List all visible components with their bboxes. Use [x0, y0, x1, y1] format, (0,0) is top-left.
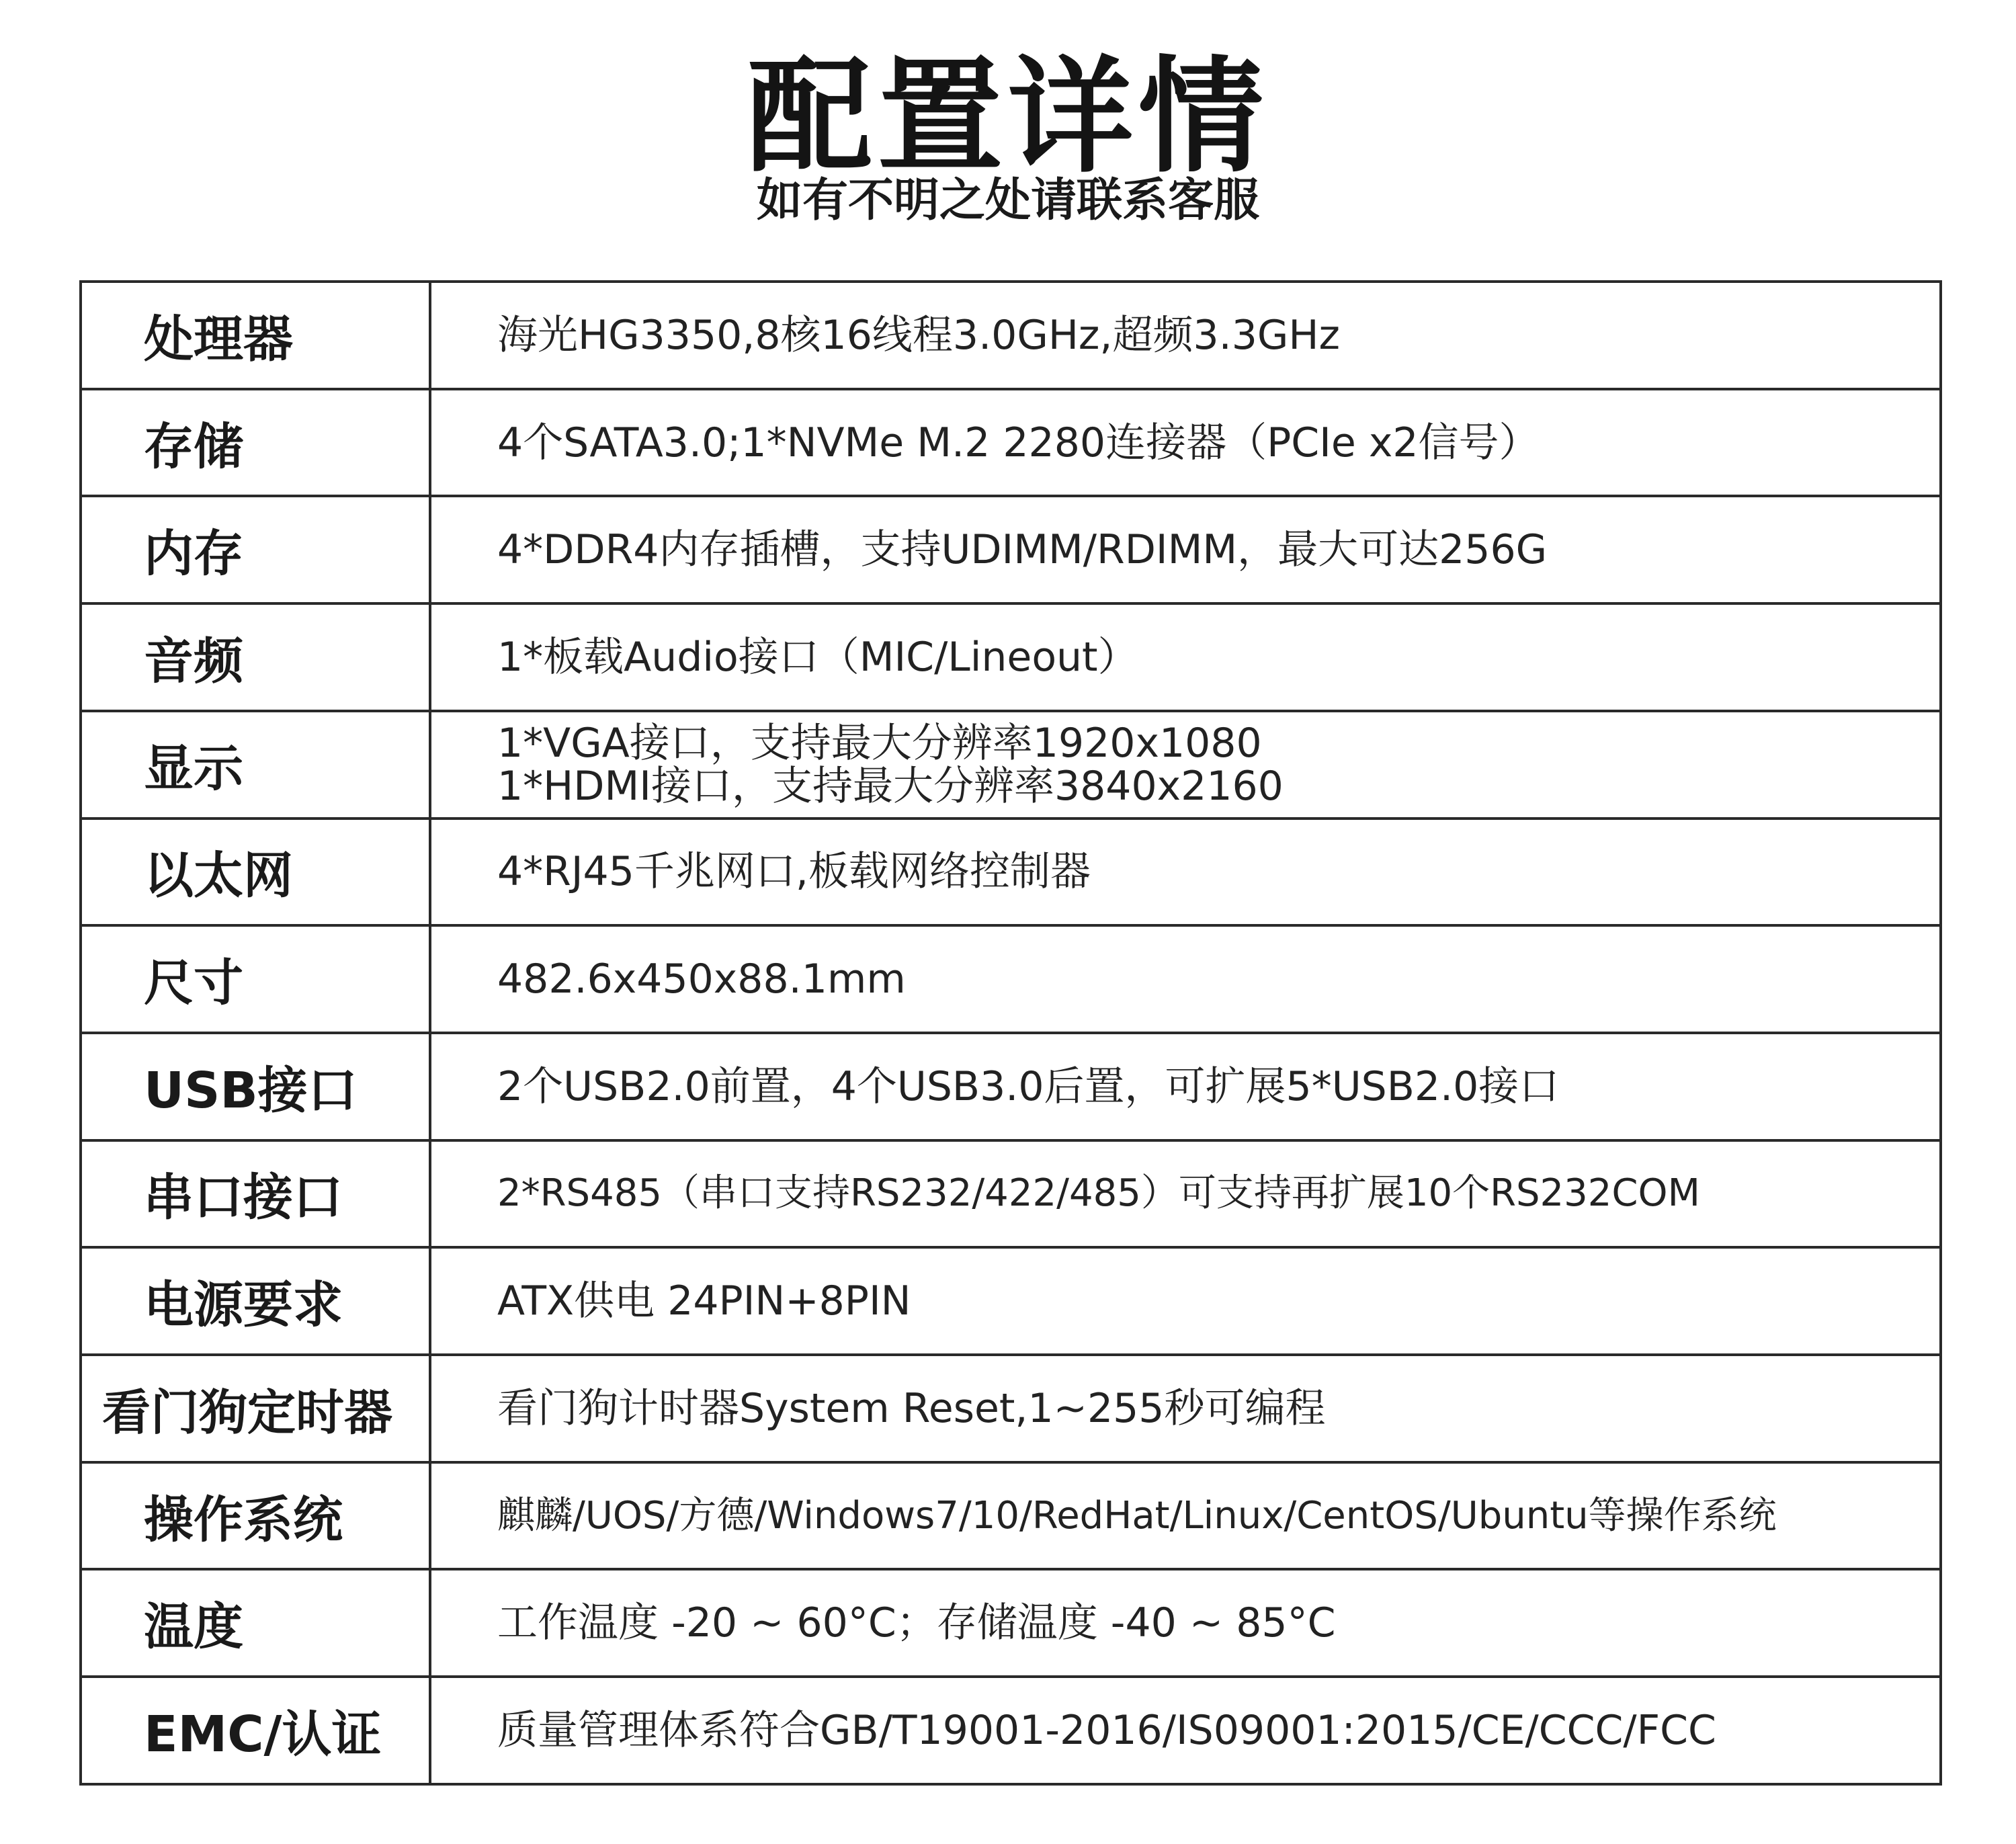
- spec-label: 电源要求: [81, 1247, 430, 1355]
- spec-value-line: 1*VGA接口，支持最大分辨率1920x1080: [497, 719, 1262, 767]
- spec-value-line: 4个SATA3.0;1*NVMe M.2 2280连接器（PCIe x2信号）: [497, 419, 1540, 466]
- spec-label: 显示: [81, 711, 430, 819]
- spec-value-line: 1*板载Audio接口（MIC/Lineout）: [497, 633, 1138, 681]
- spec-row-usb: [81, 1033, 1941, 1140]
- spec-row-os: [81, 1462, 1941, 1570]
- spec-label: 看门狗定时器: [81, 1355, 430, 1462]
- spec-value-line: 看门狗计时器System Reset,1~255秒可编程: [497, 1384, 1326, 1432]
- spec-label: 音频: [81, 603, 430, 711]
- spec-label: USB接口: [81, 1033, 430, 1140]
- spec-value: [430, 925, 1941, 1033]
- spec-table: [79, 280, 1942, 1786]
- spec-value: [430, 1462, 1941, 1570]
- spec-value-line: 工作温度 -20 ~ 60°C；存储温度 -40 ~ 85°C: [497, 1599, 1336, 1647]
- spec-value-line: 2个USB2.0前置，4个USB3.0后置，可扩展5*USB2.0接口: [497, 1062, 1560, 1110]
- spec-label: 存储: [81, 389, 430, 497]
- spec-label: 操作系统: [81, 1462, 430, 1570]
- spec-row-cpu: [81, 282, 1941, 389]
- spec-value: [430, 819, 1941, 926]
- spec-row-certification: [81, 1677, 1941, 1784]
- spec-value: [430, 711, 1941, 819]
- spec-label: EMC/认证: [81, 1677, 430, 1784]
- spec-label: 内存: [81, 496, 430, 603]
- spec-value: [430, 282, 1941, 389]
- spec-value: [430, 1033, 1941, 1140]
- spec-value-line: 482.6x450x88.1mm: [497, 956, 906, 1003]
- spec-row-power: [81, 1247, 1941, 1355]
- spec-value-line: ATX供电 24PIN+8PIN: [497, 1277, 911, 1325]
- spec-value: [430, 1247, 1941, 1355]
- spec-row-watchdog: [81, 1355, 1941, 1462]
- spec-row-storage: [81, 389, 1941, 497]
- spec-value-line: 2*RS485（串口支持RS232/422/485）可支持再扩展10个RS232COM: [497, 1171, 1700, 1216]
- spec-value: [430, 1140, 1941, 1248]
- page-title: 配置详情: [747, 44, 1269, 190]
- spec-label: 串口接口: [81, 1140, 430, 1248]
- spec-value-line: 4*RJ45千兆网口,板载网络控制器: [497, 848, 1091, 896]
- spec-value-line: 1*HDMI接口，支持最大分辨率3840x2160: [497, 762, 1284, 810]
- spec-value-line: 4*DDR4内存插槽，支持UDIMM/RDIMM，最大可达256G: [497, 526, 1548, 574]
- spec-row-temperature: [81, 1569, 1941, 1677]
- spec-row-display: [81, 711, 1941, 819]
- spec-value: [430, 603, 1941, 711]
- spec-value: [430, 389, 1941, 497]
- spec-value: [430, 1569, 1941, 1677]
- spec-row-dimensions: [81, 925, 1941, 1033]
- spec-label: 温度: [81, 1569, 430, 1677]
- spec-value-line: 麒麟/UOS/方德/Windows7/10/RedHat/Linux/CentOS/Ubuntu等操作系统: [497, 1493, 1777, 1538]
- spec-value: [430, 1355, 1941, 1462]
- spec-label: 以太网: [81, 819, 430, 926]
- spec-row-ethernet: [81, 819, 1941, 926]
- spec-label: 处理器: [81, 282, 430, 389]
- spec-value: [430, 1677, 1941, 1784]
- page-subtitle: 如有不明之处请联系客服: [756, 174, 1259, 227]
- spec-row-audio: [81, 603, 1941, 711]
- spec-label: 尺寸: [81, 925, 430, 1033]
- spec-row-memory: [81, 496, 1941, 603]
- spec-value: [430, 496, 1941, 603]
- spec-value-line: 海光HG3350,8核16线程3.0GHz,超频3.3GHz: [497, 311, 1341, 359]
- spec-row-serial: [81, 1140, 1941, 1248]
- spec-value-line: 质量管理体系符合GB/T19001-2016/IS09001:2015/CE/CCC/FCC: [497, 1707, 1716, 1755]
